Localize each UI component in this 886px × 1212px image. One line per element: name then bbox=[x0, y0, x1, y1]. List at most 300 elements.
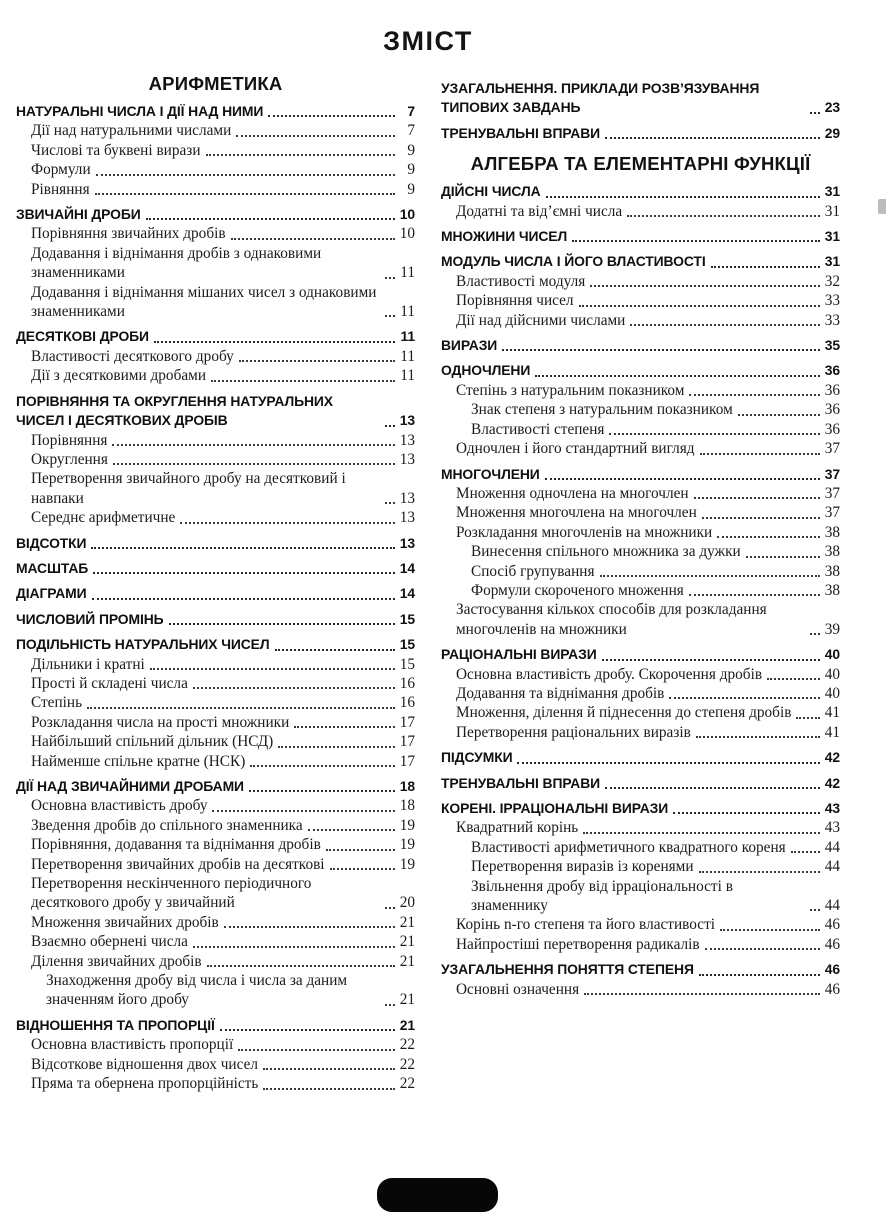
toc-chapter-entry bbox=[16, 102, 415, 121]
page-number: 16 bbox=[399, 674, 415, 692]
dot-leader bbox=[193, 687, 395, 689]
toc-entry bbox=[16, 141, 415, 160]
entry-title: Числові та буквені вирази bbox=[31, 141, 201, 159]
entry-title: Порівняння звичайних дробів bbox=[31, 225, 226, 243]
dot-leader bbox=[702, 517, 820, 519]
page-number: 46 bbox=[824, 916, 840, 934]
entry-title: МОДУЛЬ ЧИСЛА І ЙОГО ВЛАСТИВОСТІ bbox=[441, 253, 706, 270]
dot-leader bbox=[572, 240, 820, 242]
toc-entry bbox=[16, 121, 415, 140]
dot-leader bbox=[602, 659, 820, 661]
section-title: АЛГЕБРА ТА ЕЛЕМЕНТАРНІ ФУНКЦІЇ bbox=[470, 153, 811, 175]
entry-title: УЗАГАЛЬНЕННЯ ПОНЯТТЯ СТЕПЕНЯ bbox=[441, 961, 694, 978]
dot-leader bbox=[627, 215, 820, 217]
page-number: 44 bbox=[824, 897, 840, 915]
toc-entry bbox=[16, 835, 415, 854]
page-number: 29 bbox=[824, 124, 840, 141]
scan-artifact-edge-mark bbox=[878, 199, 886, 214]
toc-entry bbox=[16, 913, 415, 932]
page-number: 9 bbox=[407, 141, 415, 159]
toc-entry bbox=[16, 855, 415, 874]
page-number: 16 bbox=[399, 694, 415, 712]
toc-entry bbox=[16, 244, 415, 283]
toc-entry bbox=[441, 503, 840, 522]
toc-columns bbox=[16, 73, 840, 1094]
entry-title: МНОЖИНИ ЧИСЕЛ bbox=[441, 228, 568, 245]
page-number: 11 bbox=[400, 264, 415, 282]
toc-chapter-entry bbox=[441, 361, 840, 380]
dot-leader bbox=[630, 324, 820, 326]
toc-entry bbox=[16, 469, 415, 508]
entry-title: Знак степеня з натуральним показником bbox=[471, 401, 733, 419]
dot-leader bbox=[193, 946, 395, 948]
toc-chapter-entry bbox=[16, 534, 415, 553]
entry-title: Округлення bbox=[31, 450, 108, 468]
toc-chapter-entry bbox=[441, 79, 840, 118]
entry-title: Порівняння чисел bbox=[456, 292, 574, 310]
page-number: 14 bbox=[399, 559, 415, 576]
entry-title: Множення, ділення й піднесення до степеня дробів bbox=[456, 704, 792, 722]
page-number: 21 bbox=[399, 1016, 415, 1033]
page-number: 15 bbox=[399, 655, 415, 673]
toc-entry bbox=[441, 723, 840, 742]
toc-chapter-entry bbox=[16, 635, 415, 654]
dot-leader bbox=[385, 315, 395, 317]
toc-chapter-entry bbox=[441, 799, 840, 818]
page-number: 11 bbox=[400, 367, 415, 385]
dot-leader bbox=[180, 522, 395, 524]
toc-entry bbox=[16, 713, 415, 732]
entry-title: Перетворення звичайного дробу на десятковий і навпаки bbox=[31, 470, 346, 507]
entry-title: КОРЕНІ. ІРРАЦІОНАЛЬНІ ВИРАЗИ bbox=[441, 800, 669, 816]
toc-entry bbox=[16, 450, 415, 469]
page-number: 20 bbox=[399, 894, 415, 912]
page-number: 33 bbox=[824, 292, 840, 310]
page-number: 13 bbox=[399, 489, 415, 507]
page-number: 31 bbox=[824, 183, 840, 200]
dot-leader bbox=[700, 453, 820, 455]
toc-chapter-entry bbox=[441, 960, 840, 979]
dot-leader bbox=[87, 707, 395, 709]
page-number: 38 bbox=[824, 562, 840, 580]
entry-title: ДІАГРАМИ bbox=[16, 585, 87, 602]
dot-leader bbox=[517, 762, 820, 764]
page-number: 44 bbox=[824, 858, 840, 876]
entry-title: ЧИСЛОВИЙ ПРОМІНЬ bbox=[16, 610, 164, 627]
dot-leader bbox=[249, 790, 395, 792]
toc-chapter-entry bbox=[16, 392, 415, 431]
page-number: 32 bbox=[824, 272, 840, 290]
page-number: 42 bbox=[824, 749, 840, 766]
entry-title: Застосування кількох способів для розкладання многочленів на множники bbox=[456, 601, 767, 638]
toc-chapter-entry bbox=[441, 124, 840, 143]
toc-entry bbox=[441, 291, 840, 310]
dot-leader bbox=[112, 444, 395, 446]
toc-column-left bbox=[16, 73, 415, 1094]
entry-title: ПОДІЛЬНІСТЬ НАТУРАЛЬНИХ ЧИСЕЛ bbox=[16, 636, 270, 653]
page-number: 21 bbox=[399, 933, 415, 951]
toc-entry bbox=[16, 952, 415, 971]
dot-leader bbox=[211, 380, 395, 382]
toc-entry bbox=[441, 400, 840, 419]
entry-title: Властивості арифметичного квадратного кореня bbox=[471, 838, 786, 856]
page-number: 36 bbox=[824, 420, 840, 438]
dot-leader bbox=[810, 112, 820, 114]
toc-chapter-entry bbox=[441, 227, 840, 246]
entry-title: Множення многочлена на многочлен bbox=[456, 504, 697, 522]
page-number: 21 bbox=[399, 952, 415, 970]
entry-title: Розкладання числа на прості множники bbox=[31, 713, 290, 731]
dot-leader bbox=[605, 787, 820, 789]
page-number: 17 bbox=[399, 713, 415, 731]
dot-leader bbox=[294, 726, 395, 728]
dot-leader bbox=[150, 668, 395, 670]
toc-entry bbox=[441, 818, 840, 837]
page-number: 40 bbox=[824, 684, 840, 702]
dot-leader bbox=[385, 907, 395, 909]
dot-leader bbox=[239, 360, 395, 362]
dot-leader bbox=[278, 746, 395, 748]
toc-column-right bbox=[441, 73, 840, 999]
page-number: 46 bbox=[824, 980, 840, 998]
entry-title: ВІДСОТКИ bbox=[16, 534, 87, 551]
dot-leader bbox=[92, 598, 396, 600]
page-number: 41 bbox=[824, 704, 840, 722]
page-number: 13 bbox=[399, 412, 415, 429]
dot-leader bbox=[231, 238, 395, 240]
toc-entry bbox=[16, 874, 415, 913]
page-number: 37 bbox=[824, 504, 840, 522]
toc-entry bbox=[16, 693, 415, 712]
toc-entry bbox=[441, 684, 840, 703]
entry-title: Перетворення звичайних дробів на десяткові bbox=[31, 855, 325, 873]
page-number: 38 bbox=[824, 543, 840, 561]
dot-leader bbox=[584, 993, 820, 995]
entry-title: Найменше спільне кратне (НСК) bbox=[31, 752, 246, 770]
dot-leader bbox=[275, 649, 396, 651]
page-number: 39 bbox=[824, 620, 840, 638]
entry-title: Основна властивість дробу bbox=[31, 797, 208, 815]
entry-title: Властивості модуля bbox=[456, 272, 586, 290]
toc-entry bbox=[16, 366, 415, 385]
dot-leader bbox=[326, 849, 395, 851]
dot-leader bbox=[579, 305, 820, 307]
toc-entry bbox=[16, 1074, 415, 1093]
page-number: 15 bbox=[399, 610, 415, 627]
dot-leader bbox=[694, 497, 820, 499]
entry-title: Перетворення нескінченного періодичного десяткового дробу у звичайний bbox=[31, 875, 312, 912]
dot-leader bbox=[810, 633, 820, 635]
toc-entry bbox=[441, 272, 840, 291]
toc-entry bbox=[441, 420, 840, 439]
dot-leader bbox=[711, 266, 820, 268]
toc-entry bbox=[16, 732, 415, 751]
dot-leader bbox=[212, 810, 395, 812]
toc-entry bbox=[441, 935, 840, 954]
dot-leader bbox=[95, 193, 395, 195]
entry-title: Спосіб групування bbox=[471, 562, 595, 580]
entry-title: Властивості степеня bbox=[471, 420, 605, 438]
toc-chapter-entry bbox=[16, 205, 415, 224]
entry-title: МАСШТАБ bbox=[16, 559, 89, 576]
dot-leader bbox=[154, 341, 395, 343]
dot-leader bbox=[308, 829, 395, 831]
dot-leader bbox=[385, 277, 395, 279]
toc-chapter-entry bbox=[16, 1016, 415, 1035]
entry-title: Винесення спільного множника за дужки bbox=[471, 543, 741, 561]
toc-entry bbox=[16, 971, 415, 1010]
page-number: 31 bbox=[824, 202, 840, 220]
dot-leader bbox=[605, 137, 820, 139]
page-number: 38 bbox=[824, 523, 840, 541]
page-number: 37 bbox=[824, 440, 840, 458]
dot-leader bbox=[696, 736, 820, 738]
entry-title: Дії з десятковими дробами bbox=[31, 367, 207, 385]
dot-leader bbox=[169, 623, 395, 625]
entry-title: Формули скороченого множення bbox=[471, 581, 684, 599]
entry-title: Множення одночлена на многочлен bbox=[456, 484, 689, 502]
dot-leader bbox=[583, 832, 820, 834]
dot-leader bbox=[206, 154, 395, 156]
entry-title: Знаходження дробу від числа і числа за даним значенням його дробу bbox=[46, 972, 348, 1009]
entry-title: Додавання та віднімання дробів bbox=[456, 684, 665, 702]
entry-title: ТРЕНУВАЛЬНІ ВПРАВИ bbox=[441, 774, 601, 791]
page-number: 38 bbox=[824, 581, 840, 599]
page-number: 46 bbox=[824, 935, 840, 953]
entry-title: Дії над натуральними числами bbox=[31, 122, 232, 140]
toc-entry bbox=[16, 1035, 415, 1054]
page-number: 42 bbox=[824, 774, 840, 791]
dot-leader bbox=[146, 218, 395, 220]
entry-title: Степінь з натуральним показником bbox=[456, 381, 685, 399]
page-number: 40 bbox=[824, 646, 840, 663]
dot-leader bbox=[796, 717, 820, 719]
toc-chapter-entry bbox=[441, 774, 840, 793]
section-title: АРИФМЕТИКА bbox=[148, 73, 283, 94]
toc-chapter-entry bbox=[16, 327, 415, 346]
toc-chapter-entry bbox=[441, 645, 840, 664]
page-number: 7 bbox=[407, 103, 415, 119]
page-number: 37 bbox=[824, 465, 840, 482]
page-number: 19 bbox=[399, 855, 415, 873]
page-number: 22 bbox=[399, 1075, 415, 1093]
dot-leader bbox=[535, 375, 820, 377]
page-number: 31 bbox=[824, 228, 840, 245]
dot-leader bbox=[238, 1049, 395, 1051]
entry-title: Корінь n-го степеня та його властивості bbox=[456, 916, 716, 934]
entry-title: Степінь bbox=[31, 694, 83, 712]
entry-title: РАЦІОНАЛЬНІ ВИРАЗИ bbox=[441, 646, 597, 663]
page-number: 11 bbox=[400, 303, 415, 321]
toc-entry bbox=[441, 439, 840, 458]
toc-entry bbox=[441, 665, 840, 684]
entry-title: Основна властивість пропорції bbox=[31, 1036, 234, 1054]
dot-leader bbox=[600, 575, 821, 577]
toc-chapter-entry bbox=[441, 336, 840, 355]
entry-title: Найбільший спільний дільник (НСД) bbox=[31, 733, 274, 751]
entry-title: ДІЙСНІ ЧИСЛА bbox=[441, 183, 541, 200]
dot-leader bbox=[96, 174, 395, 176]
page-number: 33 bbox=[824, 311, 840, 329]
dot-leader bbox=[385, 1004, 395, 1006]
toc-chapter-entry bbox=[16, 559, 415, 578]
dot-leader bbox=[93, 572, 395, 574]
page-number: 23 bbox=[824, 99, 840, 116]
entry-title: ВІДНОШЕННЯ ТА ПРОПОРЦІЇ bbox=[16, 1016, 215, 1033]
page-number: 37 bbox=[824, 484, 840, 502]
entry-title: ДЕСЯТКОВІ ДРОБИ bbox=[16, 328, 149, 345]
dot-leader bbox=[767, 678, 820, 680]
toc-chapter-entry bbox=[16, 610, 415, 629]
entry-title: Одночлен і його стандартний вигляд bbox=[456, 440, 695, 458]
toc-entry bbox=[16, 796, 415, 815]
entry-title: Перетворення виразів із коренями bbox=[471, 858, 694, 876]
dot-leader bbox=[91, 547, 395, 549]
dot-leader bbox=[250, 765, 395, 767]
toc-entry bbox=[16, 283, 415, 322]
entry-title: Основна властивість дробу. Скорочення дробів bbox=[456, 665, 763, 683]
toc-entry bbox=[16, 752, 415, 771]
page-number: 21 bbox=[399, 913, 415, 931]
page-number: 10 bbox=[399, 225, 415, 243]
dot-leader bbox=[699, 974, 820, 976]
page-number: 22 bbox=[399, 1036, 415, 1054]
entry-title: Додавання і віднімання мішаних чисел з однаковими знаменниками bbox=[31, 283, 377, 321]
entry-title: ПІДСУМКИ bbox=[441, 749, 513, 766]
toc-entry bbox=[441, 857, 840, 876]
entry-title: Звільнення дробу від ірраціональності в знаменнику bbox=[471, 877, 733, 915]
entry-title: ОДНОЧЛЕНИ bbox=[441, 362, 531, 379]
dot-leader bbox=[385, 502, 395, 504]
entry-title: ТРЕНУВАЛЬНІ ВПРАВИ bbox=[441, 124, 601, 141]
toc-chapter-entry bbox=[16, 777, 415, 796]
page-number: 44 bbox=[824, 838, 840, 856]
dot-leader bbox=[546, 196, 820, 198]
toc-entry bbox=[16, 816, 415, 835]
page-number: 17 bbox=[399, 733, 415, 751]
scan-artifact-blob bbox=[377, 1178, 498, 1212]
toc-chapter-entry bbox=[441, 252, 840, 271]
entry-title: Додатні та від’ємні числа bbox=[456, 202, 623, 220]
toc-chapter-entry bbox=[16, 584, 415, 603]
toc-entry bbox=[16, 1055, 415, 1074]
entry-title: Дільники і кратні bbox=[31, 655, 145, 673]
dot-leader bbox=[689, 594, 820, 596]
dot-leader bbox=[738, 414, 820, 416]
entry-title: МНОГОЧЛЕНИ bbox=[441, 465, 540, 482]
toc-entry bbox=[16, 655, 415, 674]
entry-title: Пряма та обернена пропорційність bbox=[31, 1075, 259, 1093]
page-number: 41 bbox=[824, 723, 840, 741]
entry-title: УЗАГАЛЬНЕННЯ. ПРИКЛАДИ РОЗВ’ЯЗУВАННЯ ТИПОВИХ ЗАВДАНЬ bbox=[441, 80, 760, 116]
page-number: 40 bbox=[824, 665, 840, 683]
entry-title: Перетворення раціональних виразів bbox=[456, 723, 691, 741]
dot-leader bbox=[673, 812, 820, 814]
page-number: 35 bbox=[824, 337, 840, 354]
toc-entry bbox=[16, 180, 415, 199]
page-number: 18 bbox=[399, 778, 415, 794]
entry-title: Ділення звичайних дробів bbox=[31, 952, 202, 970]
page-number: 31 bbox=[824, 253, 840, 270]
entry-title: ВИРАЗИ bbox=[441, 337, 498, 354]
toc-entry bbox=[16, 431, 415, 450]
dot-leader bbox=[236, 135, 395, 137]
entry-title: Найпростіші перетворення радикалів bbox=[456, 935, 700, 953]
entry-title: Взаємно обернені числа bbox=[31, 933, 188, 951]
toc-entry bbox=[441, 542, 840, 561]
entry-title: Рівняння bbox=[31, 180, 90, 198]
entry-title: Властивості десяткового дробу bbox=[31, 347, 234, 365]
dot-leader bbox=[746, 556, 820, 558]
page-number: 14 bbox=[399, 585, 415, 602]
toc-entry bbox=[16, 508, 415, 527]
dot-leader bbox=[330, 868, 395, 870]
page-number: 36 bbox=[824, 401, 840, 419]
entry-title: ЗВИЧАЙНІ ДРОБИ bbox=[16, 206, 141, 223]
page-number: 11 bbox=[400, 347, 415, 365]
dot-leader bbox=[791, 851, 820, 853]
entry-title: ПОРІВНЯННЯ ТА ОКРУГЛЕННЯ НАТУРАЛЬНИХ ЧИСЕЛ І ДЕСЯТКОВИХ ДРОБІВ bbox=[16, 392, 333, 429]
toc-entry bbox=[441, 202, 840, 221]
dot-leader bbox=[810, 909, 820, 911]
toc-entry bbox=[441, 703, 840, 722]
toc-entry bbox=[441, 877, 840, 916]
toc-entry bbox=[441, 311, 840, 330]
toc-entry bbox=[16, 160, 415, 179]
toc-entry bbox=[16, 347, 415, 366]
dot-leader bbox=[689, 394, 820, 396]
page-number: 43 bbox=[824, 800, 840, 816]
entry-title: Прості й складені числа bbox=[31, 674, 188, 692]
toc-entry bbox=[441, 523, 840, 542]
page-number: 13 bbox=[399, 450, 415, 468]
toc-entry bbox=[441, 562, 840, 581]
dot-leader bbox=[669, 697, 820, 699]
entry-title: Додавання і віднімання дробів з однаковими знаменниками bbox=[31, 244, 322, 282]
page-number: 9 bbox=[407, 180, 415, 198]
dot-leader bbox=[699, 871, 820, 873]
page-number: 10 bbox=[399, 206, 415, 223]
toc-entry bbox=[16, 932, 415, 951]
page-title: ЗМІСТ bbox=[383, 26, 473, 56]
page-number: 46 bbox=[824, 961, 840, 978]
dot-leader bbox=[263, 1088, 395, 1090]
page-number: 13 bbox=[399, 534, 415, 551]
dot-leader bbox=[720, 929, 820, 931]
entry-title: Розкладання многочленів на множники bbox=[456, 523, 713, 541]
entry-title: Порівняння, додавання та віднімання дробів bbox=[31, 836, 321, 854]
entry-title: Квадратний корінь bbox=[456, 819, 579, 837]
toc-chapter-entry bbox=[441, 748, 840, 767]
toc-entry bbox=[441, 381, 840, 400]
dot-leader bbox=[207, 965, 395, 967]
dot-leader bbox=[268, 115, 395, 117]
toc-chapter-entry bbox=[441, 182, 840, 201]
toc-entry bbox=[441, 980, 840, 999]
toc-entry bbox=[441, 838, 840, 857]
entry-title: Середнє арифметичне bbox=[31, 509, 176, 527]
page-number: 9 bbox=[407, 161, 415, 179]
entry-title: Відсоткове відношення двох чисел bbox=[31, 1055, 259, 1073]
dot-leader bbox=[717, 536, 820, 538]
entry-title: Основні означення bbox=[456, 980, 580, 998]
entry-title: НАТУРАЛЬНІ ЧИСЛА І ДІЇ НАД НИМИ bbox=[16, 103, 264, 119]
page-number: 11 bbox=[400, 328, 415, 345]
page-number: 21 bbox=[399, 991, 415, 1009]
toc-entry bbox=[441, 581, 840, 600]
toc-entry bbox=[16, 224, 415, 243]
toc-chapter-entry bbox=[441, 465, 840, 484]
